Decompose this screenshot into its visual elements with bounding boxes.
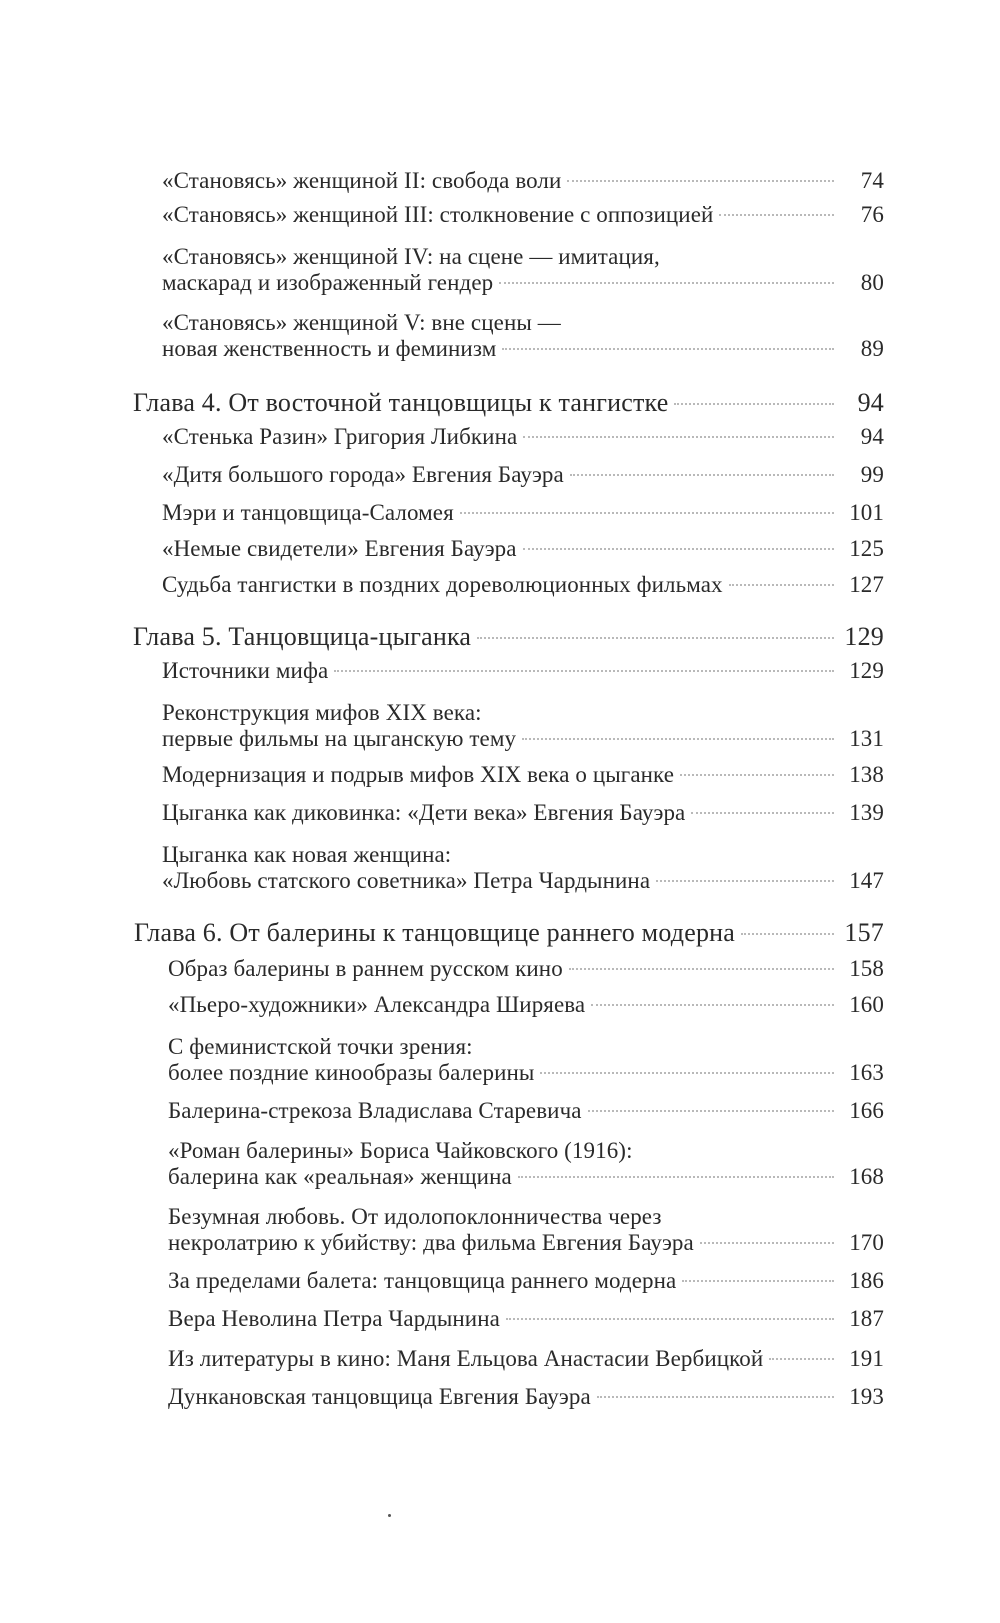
- toc-entry-title-line: С феминистской точки зрения:: [168, 1034, 473, 1059]
- toc-page-number: 89: [860, 336, 884, 361]
- leader-dots: [700, 1241, 834, 1244]
- toc-section-entry: [168, 1230, 884, 1256]
- toc-page-number: 193: [849, 1384, 884, 1409]
- leader-dots: [769, 1357, 834, 1360]
- toc-entry-title: Глава 6. От балерины к танцовщице раннего модерна: [134, 918, 736, 947]
- toc-section-entry: [162, 202, 884, 228]
- toc-entry-title: «Пьеро-художники» Александра Ширяева: [168, 992, 586, 1017]
- toc-page-number: 170: [849, 1230, 884, 1255]
- toc-section-entry: [162, 800, 884, 826]
- leader-dots: [540, 1071, 834, 1074]
- toc-section-entry: [162, 762, 884, 788]
- toc-section-entry: [162, 726, 884, 752]
- toc-page-number: 129: [844, 622, 884, 651]
- toc-page-number: 80: [860, 270, 884, 295]
- toc-page-number: 158: [849, 956, 884, 981]
- leader-dots: [569, 967, 834, 970]
- toc-section-entry: [168, 1164, 884, 1190]
- toc-page-number: 125: [849, 536, 884, 561]
- toc-entry-title: Судьба тангистки в поздних дореволюционных фильмах: [162, 572, 723, 597]
- toc-section-entry: [162, 536, 884, 562]
- leader-dots: [597, 1395, 834, 1398]
- toc-section-entry: [162, 462, 884, 488]
- toc-page-number: 191: [849, 1346, 884, 1371]
- toc-entry-title: За пределами балета: танцовщица раннего модерна: [168, 1268, 677, 1293]
- toc-section-entry: [168, 1306, 884, 1332]
- toc-entry-title-line: «Становясь» женщиной V: вне сцены —: [162, 310, 561, 335]
- toc-section-entry: [162, 658, 884, 684]
- toc-entry-title: Цыганка как диковинка: «Дети века» Евгения Бауэра: [162, 800, 686, 825]
- toc-page-number: 138: [849, 762, 884, 787]
- toc-page-number: 168: [849, 1164, 884, 1189]
- toc-page-number: 131: [849, 726, 884, 751]
- toc-page-number: 187: [849, 1306, 884, 1331]
- leader-dots: [477, 636, 834, 639]
- leader-dots: [523, 435, 834, 438]
- leader-dots: [680, 773, 834, 776]
- leader-dots: [729, 583, 834, 586]
- leader-dots: [741, 932, 834, 935]
- toc-page-number: 163: [849, 1060, 884, 1085]
- toc-section-entry: [162, 336, 884, 362]
- toc-entry-title: некролатрию к убийству: два фильма Евгения Бауэра: [168, 1230, 694, 1255]
- print-speck: [388, 1514, 391, 1517]
- leader-dots: [588, 1109, 834, 1112]
- toc-entry-title: «Немые свидетели» Евгения Бауэра: [162, 536, 517, 561]
- toc-page-number: 186: [849, 1268, 884, 1293]
- toc-section-entry: [168, 1384, 884, 1410]
- leader-dots: [567, 179, 834, 182]
- toc-page-number: 166: [849, 1098, 884, 1123]
- toc-section-entry: [168, 1060, 884, 1086]
- toc-entry-title: Глава 4. От восточной танцовщицы к тангистке: [133, 388, 669, 417]
- leader-dots: [691, 811, 834, 814]
- toc-section-entry: [162, 424, 884, 450]
- leader-dots: [570, 473, 834, 476]
- leader-dots: [502, 347, 834, 350]
- leader-dots: [719, 213, 834, 216]
- toc-section-entry: [168, 956, 884, 982]
- toc-section-entry: [168, 1268, 884, 1294]
- toc-chapter-entry: [133, 622, 884, 652]
- toc-entry-title: «Дитя большого города» Евгения Бауэра: [162, 462, 564, 487]
- toc-chapter-entry: [133, 388, 884, 418]
- toc-section-entry: [162, 270, 884, 296]
- toc-entry-title: Образ балерины в раннем русском кино: [168, 956, 563, 981]
- leader-dots: [674, 402, 834, 405]
- toc-entry-title: балерина как «реальная» женщина: [168, 1164, 512, 1189]
- toc-entry-title-line: «Роман балерины» Бориса Чайковского (1916):: [168, 1138, 633, 1163]
- toc-page-number: 157: [844, 918, 884, 947]
- toc-entry-title: Мэри и танцовщица-Саломея: [162, 500, 454, 525]
- toc-section-entry: [168, 1346, 884, 1372]
- toc-entry-title: «Любовь статского советника» Петра Чардынина: [162, 868, 651, 893]
- toc-entry-title: Балерина-стрекоза Владислава Старевича: [168, 1098, 582, 1123]
- toc-entry-title: более поздние кинообразы балерины: [168, 1060, 535, 1085]
- toc-entry-title: Глава 5. Танцовщица-цыганка: [133, 622, 472, 651]
- leader-dots: [499, 281, 834, 284]
- toc-entry-title: Из литературы в кино: Маня Ельцова Анастасии Вербицкой: [168, 1346, 764, 1371]
- toc-entry-title: первые фильмы на цыганскую тему: [162, 726, 517, 751]
- toc-page-number: 127: [849, 572, 884, 597]
- toc-entry-title: «Стенька Разин» Григория Либкина: [162, 424, 518, 449]
- toc-entry-title: Модернизация и подрыв мифов XIX века о цыганке: [162, 762, 675, 787]
- toc-section-entry: [162, 168, 884, 194]
- toc-chapter-entry: [134, 918, 884, 948]
- toc-entry-title-line: Реконструкция мифов XIX века:: [162, 700, 482, 725]
- toc-entry-title: Источники мифа: [162, 658, 329, 683]
- toc-page-number: 129: [849, 658, 884, 683]
- toc-page-number: 160: [849, 992, 884, 1017]
- toc-page-number: 74: [860, 168, 884, 193]
- toc-entry-title-line: Цыганка как новая женщина:: [162, 842, 452, 867]
- leader-dots: [518, 1175, 834, 1178]
- toc-page-number: 101: [849, 500, 884, 525]
- toc-entry-title: Вера Неволина Петра Чардынина: [168, 1306, 500, 1331]
- toc-section-entry: [162, 500, 884, 526]
- toc-section-entry: [162, 572, 884, 598]
- toc-page-number: 147: [849, 868, 884, 893]
- toc-page-number: 94: [857, 388, 884, 417]
- toc-page-number: 139: [849, 800, 884, 825]
- toc-page-number: 76: [860, 202, 884, 227]
- toc-entry-title: новая женственность и феминизм: [162, 336, 497, 361]
- leader-dots: [460, 511, 834, 514]
- toc-section-entry: [168, 992, 884, 1018]
- toc-page-number: 99: [860, 462, 884, 487]
- leader-dots: [523, 547, 834, 550]
- toc-entry-title: Дункановская танцовщица Евгения Бауэра: [168, 1384, 591, 1409]
- leader-dots: [506, 1317, 834, 1320]
- leader-dots: [334, 669, 834, 672]
- toc-section-entry: [162, 868, 884, 894]
- toc-entry-title-line: «Становясь» женщиной IV: на сцене — имитация,: [162, 244, 660, 269]
- toc-entry-title: маскарад и изображенный гендер: [162, 270, 494, 295]
- leader-dots: [591, 1003, 834, 1006]
- toc-section-entry: [168, 1098, 884, 1124]
- leader-dots: [522, 737, 834, 740]
- toc-entry-title: «Становясь» женщиной II: свобода воли: [162, 168, 562, 193]
- leader-dots: [656, 879, 834, 882]
- toc-page-number: 94: [860, 424, 884, 449]
- toc-entry-title-line: Безумная любовь. От идолопоклонничества через: [168, 1204, 662, 1229]
- toc-entry-title: «Становясь» женщиной III: столкновение с оппозицией: [162, 202, 714, 227]
- leader-dots: [682, 1279, 834, 1282]
